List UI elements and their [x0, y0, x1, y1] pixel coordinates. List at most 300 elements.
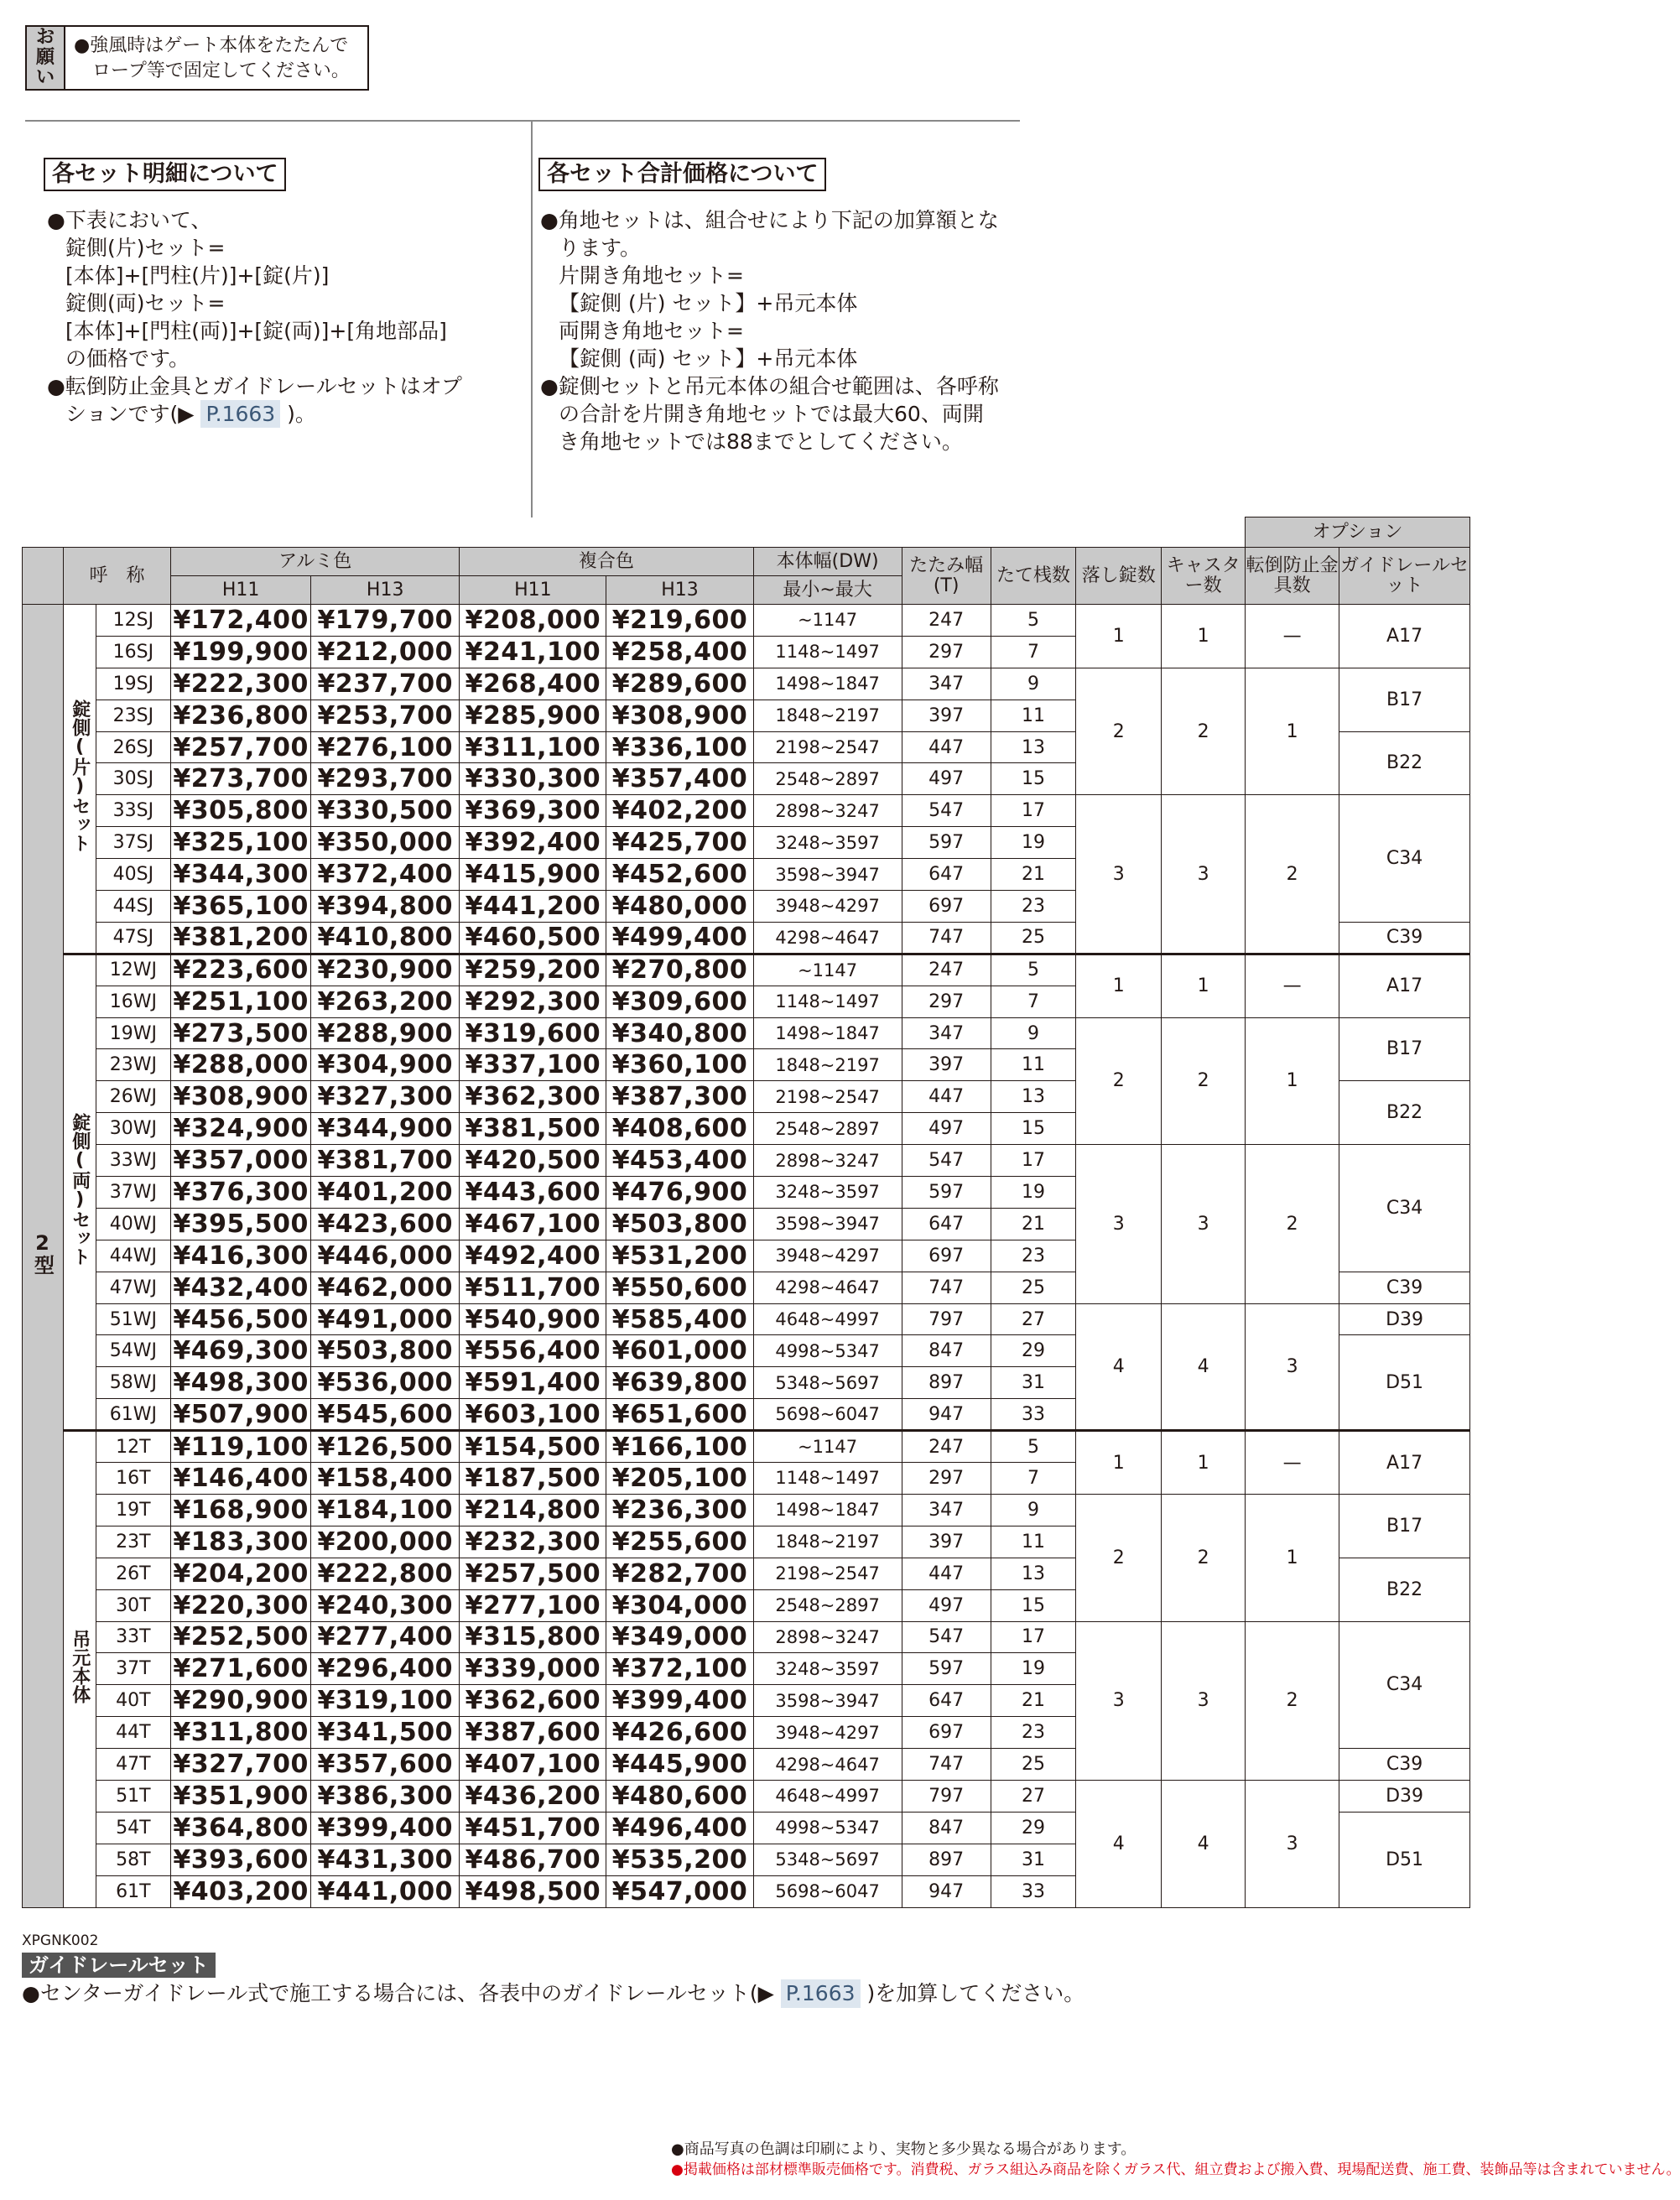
right-line: 片開き角地セット=	[559, 263, 744, 288]
tate-count: 21	[991, 859, 1076, 891]
guide-rail-text-prefix: ●センターガイドレール式で施工する場合には、各表中のガイドレールセット(▶	[22, 1981, 774, 2005]
price-fukugo-h11: ¥362,600	[460, 1685, 606, 1717]
price-alumi-h13: ¥372,400	[311, 859, 460, 891]
body-width: 4648~4997	[753, 1303, 902, 1335]
dw-sub-header: 最小~最大	[753, 576, 902, 605]
notice-text	[74, 34, 350, 84]
price-fukugo-h11: ¥362,300	[460, 1081, 606, 1113]
tate-count: 7	[991, 636, 1076, 668]
price-fukugo-h13: ¥503,800	[606, 1208, 753, 1240]
price-alumi-h13: ¥386,300	[311, 1780, 460, 1812]
price-fukugo-h13: ¥387,300	[606, 1081, 753, 1113]
tatami-width: 547	[902, 1621, 991, 1653]
tate-count: 29	[991, 1812, 1076, 1844]
price-alumi-h11: ¥403,200	[171, 1875, 311, 1907]
price-fukugo-h13: ¥399,400	[606, 1685, 753, 1717]
tento-count: 1	[1246, 1017, 1339, 1145]
guide-rail-set: B17	[1339, 1494, 1470, 1558]
dw-header: 本体幅(DW)	[753, 548, 902, 576]
price-fukugo-h13: ¥349,000	[606, 1621, 753, 1653]
caster-count: 2	[1162, 668, 1246, 795]
tento-count: —	[1246, 605, 1339, 668]
price-fukugo-h11: ¥392,400	[460, 827, 606, 859]
price-alumi-h13: ¥357,600	[311, 1749, 460, 1781]
price-fukugo-h13: ¥219,600	[606, 605, 753, 637]
tatami-header-sub: (T)	[933, 575, 960, 596]
caster-count: 1	[1162, 1431, 1246, 1495]
price-alumi-h13: ¥222,800	[311, 1558, 460, 1589]
guide-rail-set: B22	[1339, 731, 1470, 795]
price-fukugo-h13: ¥547,000	[606, 1875, 753, 1907]
tate-count: 21	[991, 1208, 1076, 1240]
right-line: ●角地セットは、組合せにより下記の加算額とな	[540, 208, 999, 232]
caster-count: 4	[1162, 1780, 1246, 1907]
price-alumi-h13: ¥399,400	[311, 1812, 460, 1844]
model-label: 2型	[30, 1231, 55, 1276]
tento-count: 2	[1246, 1145, 1339, 1303]
price-alumi-h11: ¥168,900	[171, 1494, 311, 1526]
tate-count: 25	[991, 922, 1076, 954]
body-width: 5348~5697	[753, 1367, 902, 1399]
otoshi-header: 落し錠数	[1076, 548, 1162, 605]
tate-count: 27	[991, 1303, 1076, 1335]
group-label: 吊元本体	[69, 1630, 91, 1704]
model-name: 44T	[96, 1717, 171, 1749]
model-label-cell	[23, 605, 64, 1908]
tatami-width: 847	[902, 1812, 991, 1844]
tate-count: 31	[991, 1367, 1076, 1399]
tatami-width: 247	[902, 954, 991, 986]
right-line: き角地セットでは88までとしてください。	[559, 429, 963, 454]
group-label-cell	[63, 1431, 96, 1907]
price-fukugo-h11: ¥486,700	[460, 1844, 606, 1875]
tate-count: 13	[991, 1081, 1076, 1113]
tate-count: 27	[991, 1780, 1076, 1812]
price-fukugo-h13: ¥453,400	[606, 1145, 753, 1177]
price-fukugo-h13: ¥236,300	[606, 1494, 753, 1526]
table-row	[23, 954, 1470, 986]
body-width: 1848~2197	[753, 1049, 902, 1081]
footer-note: ●商品写真の色調は印刷により、実物と多少異なる場合があります。	[671, 2140, 1136, 2158]
caster-count: 4	[1162, 1303, 1246, 1431]
otoshi-count: 1	[1076, 605, 1162, 668]
left-ref-prefix: ションです(▶	[65, 402, 195, 426]
right-line: 【錠側 (片) セット】+吊元本体	[559, 291, 858, 315]
left-line: [本体]+[門柱(両)]+[錠(両)]+[角地部品]	[65, 319, 447, 343]
price-alumi-h11: ¥273,500	[171, 1017, 311, 1049]
tate-count: 13	[991, 731, 1076, 763]
price-alumi-h11: ¥172,400	[171, 605, 311, 637]
left-line: 錠側(両)セット=	[65, 291, 226, 315]
tento-header: 転倒防止金具数	[1246, 548, 1339, 605]
price-alumi-h11: ¥376,300	[171, 1177, 311, 1209]
tento-count: 3	[1246, 1780, 1339, 1907]
body-width: 4648~4997	[753, 1780, 902, 1812]
tate-count: 9	[991, 668, 1076, 700]
table-row	[23, 1621, 1470, 1653]
tento-count: 2	[1246, 795, 1339, 954]
body-width: 1148~1497	[753, 1463, 902, 1495]
guide-rail-set: C34	[1339, 1621, 1470, 1749]
model-name: 33SJ	[96, 795, 171, 827]
model-name: 61WJ	[96, 1399, 171, 1431]
body-width: 2898~3247	[753, 1621, 902, 1653]
tatami-width: 247	[902, 605, 991, 637]
otoshi-count: 4	[1076, 1303, 1162, 1431]
tento-count: —	[1246, 954, 1339, 1017]
body-width: 3948~4297	[753, 1717, 902, 1749]
tate-count: 11	[991, 700, 1076, 731]
price-alumi-h13: ¥126,500	[311, 1431, 460, 1463]
price-alumi-h11: ¥456,500	[171, 1303, 311, 1335]
tento-count: 2	[1246, 1621, 1339, 1780]
price-fukugo-h13: ¥452,600	[606, 859, 753, 891]
price-fukugo-h11: ¥330,300	[460, 763, 606, 795]
model-name: 12T	[96, 1431, 171, 1463]
price-alumi-h13: ¥503,800	[311, 1335, 460, 1367]
tatami-width: 747	[902, 1272, 991, 1303]
tate-count: 23	[991, 1717, 1076, 1749]
table-row	[23, 1303, 1470, 1335]
model-name: 33WJ	[96, 1145, 171, 1177]
tatami-width: 347	[902, 1494, 991, 1526]
price-fukugo-h13: ¥585,400	[606, 1303, 753, 1335]
model-name: 26WJ	[96, 1081, 171, 1113]
price-alumi-h13: ¥304,900	[311, 1049, 460, 1081]
price-fukugo-h13: ¥651,600	[606, 1399, 753, 1431]
tento-count: 3	[1246, 1303, 1339, 1431]
tate-count: 21	[991, 1685, 1076, 1717]
caster-count: 3	[1162, 795, 1246, 954]
model-name: 26T	[96, 1558, 171, 1589]
table-row	[23, 605, 1470, 637]
price-fukugo-h13: ¥372,100	[606, 1653, 753, 1685]
price-alumi-h11: ¥432,400	[171, 1272, 311, 1303]
model-name: 30WJ	[96, 1113, 171, 1145]
price-alumi-h11: ¥365,100	[171, 891, 311, 923]
alumi-h13-header: H13	[311, 576, 460, 605]
price-alumi-h13: ¥344,900	[311, 1113, 460, 1145]
body-width: 5698~6047	[753, 1875, 902, 1907]
price-fukugo-h11: ¥311,100	[460, 731, 606, 763]
tate-count: 17	[991, 1621, 1076, 1653]
price-fukugo-h13: ¥535,200	[606, 1844, 753, 1875]
price-alumi-h11: ¥199,900	[171, 636, 311, 668]
body-width: 4298~4647	[753, 922, 902, 954]
model-name: 40T	[96, 1685, 171, 1717]
tatami-width: 447	[902, 1558, 991, 1589]
alumi-header: アルミ色	[171, 548, 460, 576]
price-alumi-h13: ¥240,300	[311, 1589, 460, 1621]
body-width: ~1147	[753, 605, 902, 637]
tatami-width: 547	[902, 1145, 991, 1177]
model-name: 51WJ	[96, 1303, 171, 1335]
tate-count: 33	[991, 1875, 1076, 1907]
price-alumi-h13: ¥212,000	[311, 636, 460, 668]
tatami-width: 747	[902, 1749, 991, 1781]
price-alumi-h13: ¥431,300	[311, 1844, 460, 1875]
guide-rail-label: ガイドレールセット	[22, 1953, 216, 1978]
left-ref-suffix: )。	[287, 402, 316, 426]
price-fukugo-h13: ¥289,600	[606, 668, 753, 700]
blank-header-cell	[23, 517, 1246, 548]
body-width: 1848~2197	[753, 700, 902, 731]
price-alumi-h11: ¥393,600	[171, 1844, 311, 1875]
model-name: 23WJ	[96, 1049, 171, 1081]
tatami-width: 347	[902, 1017, 991, 1049]
guide-rail-set: C39	[1339, 1272, 1470, 1303]
fukugo-h11-header: H11	[460, 576, 606, 605]
price-fukugo-h13: ¥601,000	[606, 1335, 753, 1367]
tate-count: 17	[991, 795, 1076, 827]
price-fukugo-h13: ¥336,100	[606, 731, 753, 763]
body-width: 1498~1847	[753, 1017, 902, 1049]
otoshi-count: 2	[1076, 1494, 1162, 1621]
tento-count: 1	[1246, 1494, 1339, 1621]
tatami-width: 497	[902, 1589, 991, 1621]
caster-count: 3	[1162, 1145, 1246, 1303]
model-name: 19SJ	[96, 668, 171, 700]
body-width: 4998~5347	[753, 1335, 902, 1367]
price-fukugo-h13: ¥496,400	[606, 1812, 753, 1844]
price-fukugo-h11: ¥603,100	[460, 1399, 606, 1431]
model-name: 37T	[96, 1653, 171, 1685]
table-row	[23, 795, 1470, 827]
price-fukugo-h13: ¥205,100	[606, 1463, 753, 1495]
price-alumi-h11: ¥257,700	[171, 731, 311, 763]
price-alumi-h13: ¥401,200	[311, 1177, 460, 1209]
tate-header: たて桟数	[991, 548, 1076, 605]
price-fukugo-h11: ¥319,600	[460, 1017, 606, 1049]
tate-count: 33	[991, 1399, 1076, 1431]
price-fukugo-h11: ¥460,500	[460, 922, 606, 954]
caster-count: 2	[1162, 1494, 1246, 1621]
price-fukugo-h13: ¥270,800	[606, 954, 753, 986]
tate-count: 19	[991, 827, 1076, 859]
price-alumi-h13: ¥276,100	[311, 731, 460, 763]
model-name: 19T	[96, 1494, 171, 1526]
body-width: 1148~1497	[753, 986, 902, 1017]
price-fukugo-h11: ¥339,000	[460, 1653, 606, 1685]
caster-count: 1	[1162, 605, 1246, 668]
alumi-h11-header: H11	[171, 576, 311, 605]
tento-count: —	[1246, 1431, 1339, 1495]
price-fukugo-h11: ¥277,100	[460, 1589, 606, 1621]
price-alumi-h11: ¥220,300	[171, 1589, 311, 1621]
otoshi-count: 4	[1076, 1780, 1162, 1907]
tate-count: 11	[991, 1049, 1076, 1081]
left-line: ●下表において、	[47, 208, 212, 232]
tatami-width: 947	[902, 1399, 991, 1431]
guide-rail-set: A17	[1339, 1431, 1470, 1495]
model-name: 37WJ	[96, 1177, 171, 1209]
tate-count: 19	[991, 1653, 1076, 1685]
body-width: 3598~3947	[753, 1685, 902, 1717]
body-width: 2898~3247	[753, 1145, 902, 1177]
price-fukugo-h11: ¥420,500	[460, 1145, 606, 1177]
tatami-width: 747	[902, 922, 991, 954]
group-label-cell	[63, 954, 96, 1430]
fukugo-h13-header: H13	[606, 576, 753, 605]
price-fukugo-h13: ¥639,800	[606, 1367, 753, 1399]
price-alumi-h13: ¥179,700	[311, 605, 460, 637]
price-fukugo-h13: ¥282,700	[606, 1558, 753, 1589]
price-alumi-h11: ¥288,000	[171, 1049, 311, 1081]
price-fukugo-h11: ¥591,400	[460, 1367, 606, 1399]
body-width: 1148~1497	[753, 636, 902, 668]
right-line: ります。	[559, 236, 642, 260]
price-alumi-h13: ¥327,300	[311, 1081, 460, 1113]
model-name: 16T	[96, 1463, 171, 1495]
model-name: 47WJ	[96, 1272, 171, 1303]
model-name: 12SJ	[96, 605, 171, 637]
body-width: 3248~3597	[753, 1653, 902, 1685]
price-alumi-h13: ¥350,000	[311, 827, 460, 859]
body-width: 1498~1847	[753, 1494, 902, 1526]
vertical-divider	[531, 122, 533, 534]
guide-rail-set: C39	[1339, 922, 1470, 954]
tate-count: 17	[991, 1145, 1076, 1177]
left-line: の価格です。	[65, 346, 190, 371]
price-alumi-h11: ¥252,500	[171, 1621, 311, 1653]
price-alumi-h11: ¥344,300	[171, 859, 311, 891]
right-line: ●錠側セットと吊元本体の組合せ範囲は、各呼称	[540, 374, 999, 398]
tate-count: 23	[991, 1240, 1076, 1272]
price-fukugo-h11: ¥315,800	[460, 1621, 606, 1653]
notice-tag	[27, 27, 65, 89]
tate-count: 15	[991, 1589, 1076, 1621]
price-alumi-h11: ¥381,200	[171, 922, 311, 954]
tatami-width: 697	[902, 1240, 991, 1272]
body-width: 3248~3597	[753, 1177, 902, 1209]
price-alumi-h13: ¥237,700	[311, 668, 460, 700]
model-name: 12WJ	[96, 954, 171, 986]
option-header: オプション	[1246, 517, 1470, 548]
body-width: 3948~4297	[753, 1240, 902, 1272]
body-width: 2198~2547	[753, 1558, 902, 1589]
page-ref-link[interactable]: P.1663	[200, 400, 280, 428]
page-ref-link[interactable]: P.1663	[781, 1979, 861, 2008]
price-alumi-h11: ¥357,000	[171, 1145, 311, 1177]
guide-rail-set: A17	[1339, 954, 1470, 1017]
price-fukugo-h13: ¥357,400	[606, 763, 753, 795]
group-label-cell	[63, 605, 96, 954]
notice-line: ●強風時はゲート本体をたたんで	[74, 35, 349, 56]
table-row	[23, 668, 1470, 700]
price-alumi-h11: ¥498,300	[171, 1367, 311, 1399]
price-fukugo-h13: ¥476,900	[606, 1177, 753, 1209]
price-alumi-h11: ¥351,900	[171, 1780, 311, 1812]
otoshi-count: 3	[1076, 1621, 1162, 1780]
body-width: 1848~2197	[753, 1526, 902, 1558]
model-name: 58WJ	[96, 1367, 171, 1399]
price-alumi-h13: ¥277,400	[311, 1621, 460, 1653]
price-fukugo-h13: ¥340,800	[606, 1017, 753, 1049]
body-width: 3248~3597	[753, 827, 902, 859]
otoshi-count: 3	[1076, 795, 1162, 954]
price-alumi-h13: ¥319,100	[311, 1685, 460, 1717]
left-line: ●転倒防止金具とガイドレールセットはオプ	[47, 374, 462, 398]
corner-header	[23, 548, 64, 605]
tatami-width: 447	[902, 1081, 991, 1113]
tatami-width: 697	[902, 1717, 991, 1749]
fukugo-header: 複合色	[460, 548, 753, 576]
price-alumi-h11: ¥222,300	[171, 668, 311, 700]
guide-rail-set: B17	[1339, 1017, 1470, 1081]
body-width: 4998~5347	[753, 1812, 902, 1844]
price-fukugo-h11: ¥187,500	[460, 1463, 606, 1495]
model-name: 37SJ	[96, 827, 171, 859]
price-alumi-h11: ¥324,900	[171, 1113, 311, 1145]
price-fukugo-h11: ¥208,000	[460, 605, 606, 637]
price-alumi-h11: ¥308,900	[171, 1081, 311, 1113]
table-row	[23, 1431, 1470, 1463]
price-fukugo-h11: ¥292,300	[460, 986, 606, 1017]
price-alumi-h11: ¥204,200	[171, 1558, 311, 1589]
price-alumi-h11: ¥325,100	[171, 827, 311, 859]
tate-count: 7	[991, 986, 1076, 1017]
price-fukugo-h11: ¥498,500	[460, 1875, 606, 1907]
body-width: 3948~4297	[753, 891, 902, 923]
guide-rail-set: A17	[1339, 605, 1470, 668]
left-section-title: 各セット明細について	[44, 158, 286, 191]
notice-tag-char: い	[35, 67, 55, 88]
price-fukugo-h11: ¥232,300	[460, 1526, 606, 1558]
price-alumi-h13: ¥230,900	[311, 954, 460, 986]
price-fukugo-h13: ¥304,000	[606, 1589, 753, 1621]
price-fukugo-h11: ¥214,800	[460, 1494, 606, 1526]
price-fukugo-h13: ¥402,200	[606, 795, 753, 827]
price-fukugo-h11: ¥441,200	[460, 891, 606, 923]
price-fukugo-h11: ¥259,200	[460, 954, 606, 986]
tatami-width: 297	[902, 986, 991, 1017]
price-fukugo-h13: ¥480,600	[606, 1780, 753, 1812]
footer-price-note: ●掲載価格は部材標準販売価格です。消費税、ガラス組込み商品を除くガラス代、組立費および搬入費、現場配送費、施工費、装飾品等は含まれていません。	[671, 2161, 1680, 2178]
tatami-width: 497	[902, 1113, 991, 1145]
price-fukugo-h11: ¥381,500	[460, 1113, 606, 1145]
tatami-width: 897	[902, 1367, 991, 1399]
price-alumi-h13: ¥462,000	[311, 1272, 460, 1303]
price-fukugo-h11: ¥511,700	[460, 1272, 606, 1303]
price-fukugo-h13: ¥308,900	[606, 700, 753, 731]
price-fukugo-h13: ¥408,600	[606, 1113, 753, 1145]
price-alumi-h13: ¥296,400	[311, 1653, 460, 1685]
tate-count: 9	[991, 1017, 1076, 1049]
guide-rail-set: D51	[1339, 1812, 1470, 1907]
model-name: 58T	[96, 1844, 171, 1875]
left-section-body	[47, 206, 462, 428]
price-alumi-h11: ¥223,600	[171, 954, 311, 986]
price-fukugo-h11: ¥415,900	[460, 859, 606, 891]
otoshi-count: 1	[1076, 1431, 1162, 1495]
body-width: 5698~6047	[753, 1399, 902, 1431]
guide-rail-set: D51	[1339, 1335, 1470, 1431]
price-fukugo-h13: ¥426,600	[606, 1717, 753, 1749]
group-label: 錠側(片)セット	[69, 700, 91, 853]
price-fukugo-h11: ¥451,700	[460, 1812, 606, 1844]
model-name: 30T	[96, 1589, 171, 1621]
price-fukugo-h13: ¥425,700	[606, 827, 753, 859]
price-alumi-h11: ¥236,800	[171, 700, 311, 731]
model-name: 47T	[96, 1749, 171, 1781]
tate-count: 25	[991, 1749, 1076, 1781]
tate-count: 25	[991, 1272, 1076, 1303]
tatami-width: 497	[902, 763, 991, 795]
price-alumi-h11: ¥119,100	[171, 1431, 311, 1463]
price-fukugo-h11: ¥556,400	[460, 1335, 606, 1367]
price-alumi-h11: ¥416,300	[171, 1240, 311, 1272]
body-width: 4298~4647	[753, 1272, 902, 1303]
